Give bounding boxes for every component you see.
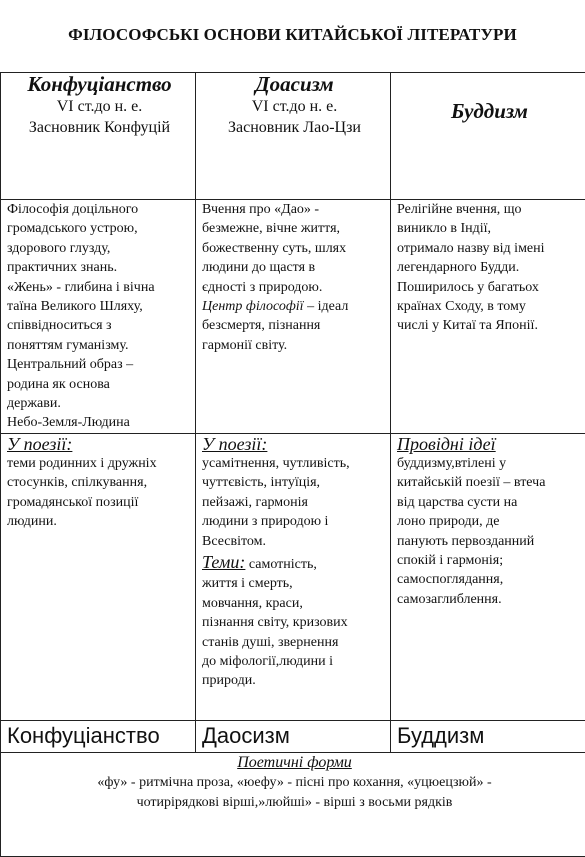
text-line: Поширилось у багатьох — [397, 278, 582, 297]
text-line: співвідноситься з — [7, 316, 192, 335]
ideas-buddhism — [391, 433, 585, 720]
poetry-heading: У поезії: — [7, 434, 192, 454]
text-line: стосунків, спілкування, — [7, 473, 192, 492]
text-line: до міфології,людини і — [202, 652, 387, 671]
text-line: безсмертя, пізнання — [202, 316, 387, 335]
text-line: спокій і гармонія; — [397, 551, 582, 570]
text-line: мовчання, краси, — [202, 594, 387, 613]
description-buddhism — [391, 200, 585, 434]
text-line: станів душі, звернення — [202, 633, 387, 652]
footer-name-confucianism: Конфуціанство — [1, 720, 196, 752]
text-line: здорового глузду, — [7, 239, 192, 258]
text-line — [202, 297, 387, 316]
text-line — [202, 551, 387, 574]
text-line: буддизму,втілені у — [397, 454, 582, 473]
poetic-forms-row — [1, 752, 585, 856]
text-line: Небо-Земля-Людина — [7, 413, 192, 432]
text-line: чуттєвість, інтуїція, — [202, 473, 387, 492]
text-line: лоно природи, де — [397, 512, 582, 531]
text-line: Філософія доцільного — [7, 200, 192, 219]
text-line: усамітнення, чутливість, — [202, 454, 387, 473]
philosophy-table — [0, 72, 585, 857]
text-line: країнах Сходу, в тому — [397, 297, 582, 316]
themes-heading: Теми: — [202, 552, 245, 572]
ideas-heading: Провідні ідеї — [397, 434, 582, 454]
header-row — [1, 73, 585, 200]
text-line: єдності з природою. — [202, 278, 387, 297]
description-taoism — [196, 200, 391, 434]
text-line: виникло в Індії, — [397, 219, 582, 238]
column-name: Доасизм — [202, 73, 387, 96]
column-founder: Засновник Лао-Цзи — [202, 117, 387, 138]
text-line: Всесвітом. — [202, 532, 387, 551]
text-line: легендарного Будди. — [397, 258, 582, 277]
text-line: божественну суть, шлях — [202, 239, 387, 258]
text-line: Центральний образ – — [7, 355, 192, 374]
text-line: поняттям гуманізму. — [7, 336, 192, 355]
center-label: Центр філософії — [202, 299, 304, 314]
footer-names-row — [1, 720, 585, 752]
text-line: гармонії світу. — [202, 336, 387, 355]
header-cell-taoism — [196, 73, 391, 200]
footer-name-taoism: Даосизм — [196, 720, 391, 752]
text-line: людини до щастя в — [202, 258, 387, 277]
text-line: самоспоглядання, — [397, 570, 582, 589]
text-line: людини з природою і — [202, 512, 387, 531]
column-name: Конфуціанство — [7, 73, 192, 96]
poetry-taoism — [196, 433, 391, 720]
text-line: китайській поезії – втеча — [397, 473, 582, 492]
text-line: самозаглиблення. — [397, 590, 582, 609]
text-line: практичних знань. — [7, 258, 192, 277]
text-line: життя і смерть, — [202, 574, 387, 593]
poetry-row — [1, 433, 585, 720]
text-line: природи. — [202, 671, 387, 690]
text-line: таїна Великого Шляху, — [7, 297, 192, 316]
text-line: громадянської позиції — [7, 493, 192, 512]
text-line: пізнання світу, кризових — [202, 613, 387, 632]
description-row — [1, 200, 585, 434]
text-line: держави. — [7, 394, 192, 413]
text-line: Вчення про «Дао» - — [202, 200, 387, 219]
poetry-confucianism — [1, 433, 196, 720]
column-name: Буддизм — [397, 100, 582, 123]
text-line: пейзажі, гармонія — [202, 493, 387, 512]
poetry-heading: У поезії: — [202, 434, 387, 454]
poetic-forms-heading: Поетичні форми — [7, 753, 582, 773]
column-period: VI ст.до н. е. — [202, 96, 387, 117]
poetic-forms-line: чотирірядкові вірші,»люйші» - вірші з восьми рядків — [7, 793, 582, 813]
header-cell-confucianism — [1, 73, 196, 200]
text-line: числі у Китаї та Японії. — [397, 316, 582, 335]
text-line: панують первозданний — [397, 532, 582, 551]
center-text: – ідеал — [304, 299, 349, 314]
text-line: Релігійне вчення, що — [397, 200, 582, 219]
text-line: отримало назву від імені — [397, 239, 582, 258]
column-founder: Засновник Конфуцій — [7, 117, 192, 138]
footer-name-buddhism: Буддизм — [391, 720, 585, 752]
text-line: людини. — [7, 512, 192, 531]
poetic-forms-line: «фу» - ритмічна проза, «юефу» - пісні про кохання, «уцюецзюй» - — [7, 773, 582, 793]
text-line: громадського устрою, — [7, 219, 192, 238]
page-title: ФІЛОСОФСЬКІ ОСНОВИ КИТАЙСЬКОЇ ЛІТЕРАТУРИ — [0, 25, 585, 45]
text-line: родина як основа — [7, 375, 192, 394]
text-line: теми родинних і дружніх — [7, 454, 192, 473]
poetic-forms-cell — [1, 752, 585, 856]
themes-first: самотність, — [245, 557, 317, 572]
column-period: VI ст.до н. е. — [7, 96, 192, 117]
description-confucianism — [1, 200, 196, 434]
text-line: безмежне, вічне життя, — [202, 219, 387, 238]
text-line: «Жень» - глибина і вічна — [7, 278, 192, 297]
header-cell-buddhism — [391, 73, 585, 200]
text-line: від царства сусти на — [397, 493, 582, 512]
